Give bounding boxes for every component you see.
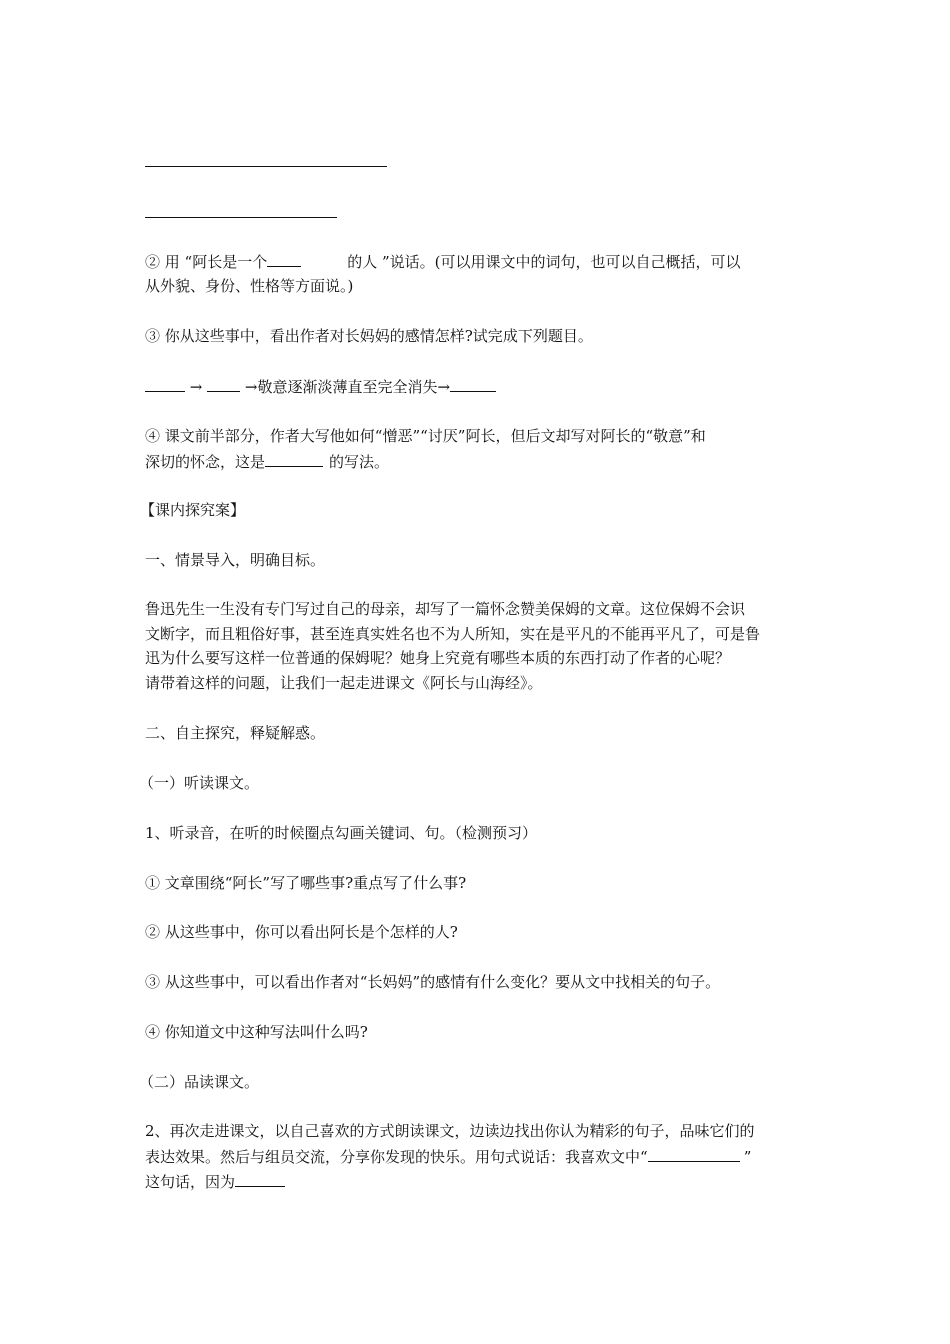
sub-section-2: （二）品读课文。 <box>139 1073 260 1091</box>
task-2-line-3: 这句话，因为 <box>145 1171 285 1192</box>
question-2-line-1: ② 用 “阿长是一个 的人 ”说话。(可以用课文中的词句，也可以自己概括，可以 <box>145 253 741 271</box>
task-2-line-1: 2、再次走进课文，以自己喜欢的方式朗读课文，边读边找出你认为精彩的句子，品味它们的 <box>145 1122 755 1140</box>
sub-section-1: （一）听读课文。 <box>139 774 260 792</box>
question-item-1: ① 文章围绕“阿长”写了哪些事?重点写了什么事? <box>145 874 467 892</box>
question-3-chain: → →敬意逐渐淡薄直至完全消失→ <box>145 376 496 397</box>
intro-line-1: 鲁迅先生一生没有专门写过自己的母亲，却写了一篇怀念赞美保姆的文章。这位保姆不会识 <box>145 600 746 618</box>
fill-blank[interactable] <box>265 451 323 467</box>
question-item-4: ④ 你知道文中这种写法叫什么吗? <box>145 1023 368 1041</box>
task-2-line-2: 表达效果。然后与组员交流，分享你发现的快乐。用句式说话：我喜欢文中“ ” <box>145 1148 752 1166</box>
question-4-line-2: 深切的怀念，这是 的写法。 <box>145 453 390 471</box>
task-1: 1、听录音，在听的时候圈点勾画关键词、句。（检测预习） <box>145 824 538 842</box>
answer-line-2 <box>145 217 337 218</box>
part-2-title: 二、自主探究，释疑解惑。 <box>145 724 326 742</box>
fill-blank[interactable] <box>145 376 185 392</box>
question-item-2: ② 从这些事中，你可以看出阿长是个怎样的人? <box>145 923 458 941</box>
question-2-line-2: 从外貌、身份、性格等方面说。) <box>145 277 354 295</box>
answer-line-1 <box>145 166 387 167</box>
fill-blank[interactable] <box>648 1146 740 1162</box>
section-title: 【课内探究案】 <box>140 501 246 519</box>
intro-line-2: 文断字，而且粗俗好事，甚至连真实姓名也不为人所知，实在是平凡的不能再平凡了，可是鲁 <box>145 625 761 643</box>
intro-line-3: 迅为什么要写这样一位普通的保姆呢？她身上究竟有哪些本质的东西打动了作者的心呢？ <box>145 649 731 667</box>
part-1-title: 一、情景导入，明确目标。 <box>145 551 326 569</box>
fill-blank[interactable] <box>267 251 301 267</box>
fill-blank[interactable] <box>450 376 496 392</box>
question-4-line-1: ④ 课文前半部分，作者大写他如何“憎恶”“讨厌”阿长，但后文却写对阿长的“敬意”和 <box>145 427 706 445</box>
question-item-3: ③ 从这些事中，可以看出作者对“长妈妈”的感情有什么变化？要从文中找相关的句子。 <box>145 973 721 991</box>
fill-blank[interactable] <box>235 1171 285 1187</box>
intro-line-4: 请带着这样的问题，让我们一起走进课文《阿长与山海经》。 <box>145 674 543 692</box>
question-3: ③ 你从这些事中，看出作者对长妈妈的感情怎样?试完成下列题目。 <box>145 327 593 345</box>
fill-blank[interactable] <box>207 376 240 392</box>
